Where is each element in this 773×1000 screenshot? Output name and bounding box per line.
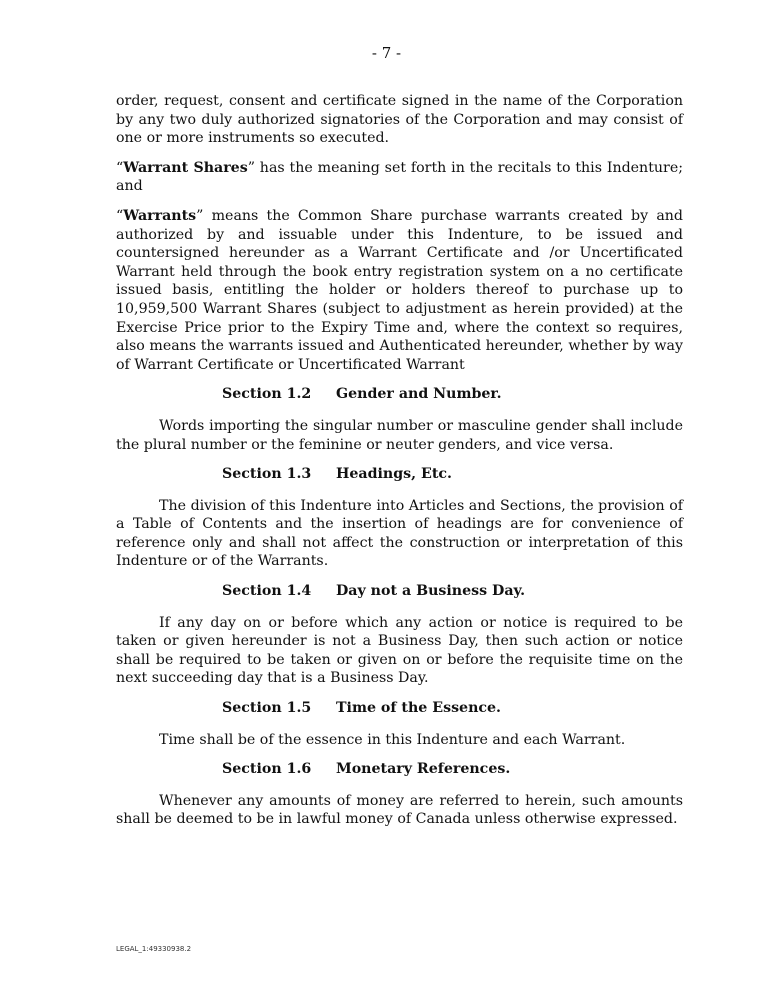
quote-mark: “ — [116, 159, 124, 176]
defined-term: Warrant Shares — [123, 159, 248, 176]
section-number: Section 1.3 — [222, 466, 312, 483]
section-body: Words importing the singular number or masculine gender shall include the plural number or the feminine or neuter genders, and vice versa. — [116, 417, 683, 453]
section-body: Whenever any amounts of money are referred to herein, such amounts shall be deemed to be in lawful money of Canada unless otherwise expressed. — [116, 792, 683, 828]
page-number: - 7 - — [371, 44, 402, 62]
section-number: Section 1.2 — [222, 386, 312, 403]
section-title: Headings, Etc. — [336, 466, 452, 483]
quote-mark: “ — [116, 207, 124, 224]
definition-text: ” means the Common Share purchase warrants created by and authorized by and issuable under this Indenture, to be issued and countersigned hereunder as a Warrant Certificate and /or Uncertificated Warrant held through the book entry registration system on a no certificate issued basis, entitling the holder or holders thereof to purchase up to 10,959,500 Warrant Shares (subject to adjustment as herein provided) at the Exercise Price prior to the Expiry Time and, where the context so requires, also means the warrants issued and Authenticated hereunder, whether by way of Warrant Certificate or Uncertificated Warrant — [116, 207, 683, 373]
definition-text: ” has the meaning set forth in the recitals to this Indenture; and — [116, 159, 683, 195]
section-body: Time shall be of the essence in this Indenture and each Warrant. — [159, 731, 626, 748]
section-heading-1-3 — [116, 465, 683, 484]
defined-term: Warrants — [123, 207, 197, 224]
section-title: Gender and Number. — [336, 386, 502, 403]
section-number: Section 1.4 — [222, 583, 312, 600]
section-title: Time of the Essence. — [336, 700, 501, 717]
section-title: Day not a Business Day. — [336, 583, 526, 600]
definition-warrant-shares — [116, 159, 683, 196]
document-body — [116, 92, 683, 840]
section-heading-1-2 — [116, 385, 683, 404]
section-heading-1-4 — [116, 582, 683, 601]
section-heading-1-6 — [116, 760, 683, 779]
definition-continuation: order, request, consent and certificate signed in the name of the Corporation by any two duly authorized signatories of the Corporation and may consist of one or more instruments so executed. — [116, 93, 683, 147]
section-title: Monetary References. — [336, 761, 511, 778]
section-body: The division of this Indenture into Articles and Sections, the provision of a Table of Contents and the insertion of headings are for convenience of reference only and shall not affect the construction or interpretation of this Indenture or of the Warrants. — [116, 497, 683, 570]
section-number: Section 1.5 — [222, 700, 312, 717]
document-footer-id: LEGAL_1:49330938.2 — [116, 945, 192, 953]
section-heading-1-5 — [116, 699, 683, 718]
definition-warrants — [116, 207, 683, 374]
section-body: If any day on or before which any action or notice is required to be taken or given hereunder is not a Business Day, then such action or notice shall be required to be taken or given on or before the requisite time on the next succeeding day that is a Business Day. — [116, 614, 683, 687]
section-number: Section 1.6 — [222, 761, 312, 778]
